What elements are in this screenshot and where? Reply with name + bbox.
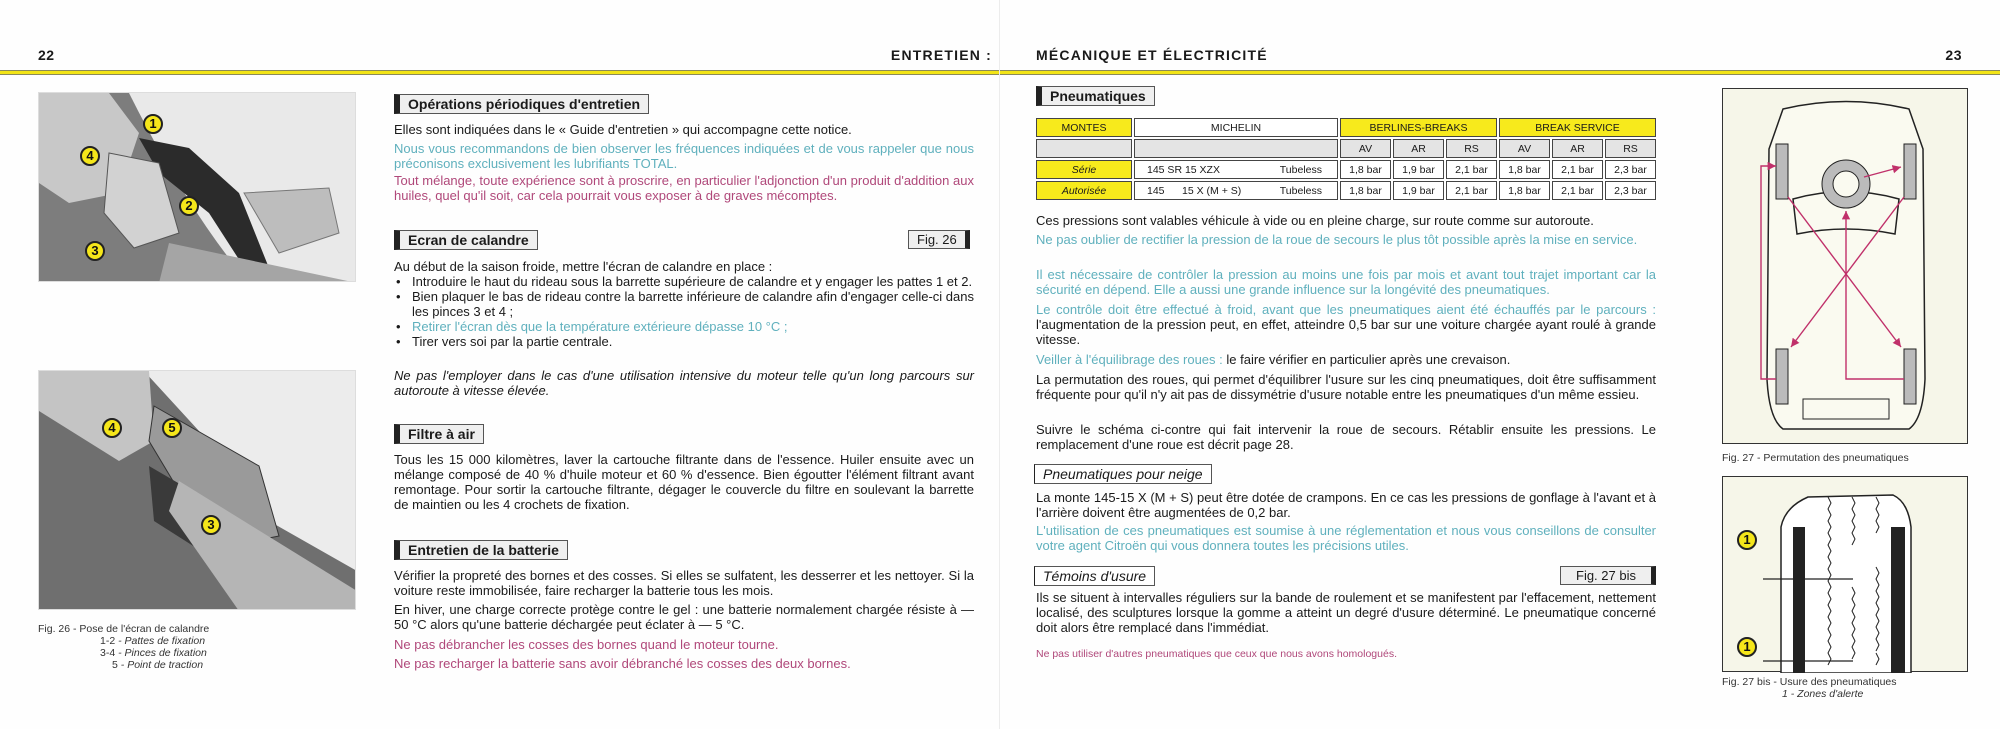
page-number: 23 (1945, 47, 1962, 63)
right-page (1000, 0, 2000, 729)
section-title-pneumatiques: Pneumatiques (1036, 86, 1155, 106)
filtre-p1: Tous les 15 000 kilomètres, laver la cartouche filtrante dans de l'essence. Huiler ensuite avec un mélange composé de 40 % d'huile moteur et 60 % d'essence. Bien égoutter l'élément filtrant avant remontage. Pour sortir la cartouche filtrante, dégager le couvercle du filtre en soulevant la barrette de maintien ou les 4 crochets de fixation. (394, 452, 974, 512)
photo-grille-screen-top (38, 92, 356, 282)
pneu-p4: Le contrôle doit être effectué à froid, avant que les pneumatiques aient été échauffés par le parcours : l'augmentation de la pression peut, en effet, atteindre 0,5 bar sur une voiture chargée ayant roulé à grande vitesse. (1036, 302, 1656, 347)
page-number: 22 (38, 47, 55, 63)
subheader-ar: AR (1552, 139, 1603, 158)
pressure-cell: 2,1 bar (1552, 160, 1603, 179)
pressure-cell: 1,9 bar (1393, 160, 1444, 179)
operations-p3: Tout mélange, toute expérience sont à proscrire, en particulier l'adjonction d'un produit d'addition aux huiles, quel qu'il soit, car cela pourrait vous exposer à de graves mécomptes. (394, 173, 974, 203)
callout-3: 3 (201, 515, 221, 535)
caption-title: Fig. 26 - Pose de l'écran de calandre (38, 623, 210, 635)
pneu-p2: Ne pas oublier de rectifier la pression de la roue de secours le plus tôt possible après la mise en service. (1036, 232, 1638, 247)
running-head: ENTRETIEN : (890, 47, 992, 63)
ecran-intro: Au début de la saison froide, mettre l'écran de calandre en place : (394, 259, 773, 274)
table-header-row (1036, 118, 1656, 137)
section-title-temoins: Témoins d'usure (1034, 566, 1155, 586)
header-michelin: MICHELIN (1134, 118, 1338, 137)
caption-item: 3-4 - Pinces de fixation (100, 647, 207, 659)
pressure-cell: 1,9 bar (1393, 181, 1444, 200)
section-title-ecran: Ecran de calandre (394, 230, 538, 250)
section-title-operations: Opérations périodiques d'entretien (394, 94, 649, 114)
fig-ref-26: Fig. 26 (908, 230, 970, 249)
caption-item: 1-2 - Pattes de fixation (100, 635, 206, 647)
callout-5: 5 (162, 418, 182, 438)
callout-1: 1 (143, 114, 163, 134)
pressure-cell: 2,1 bar (1446, 181, 1497, 200)
callout-1: 1 (1737, 637, 1757, 657)
header-berlines-breaks: BERLINES-BREAKS (1340, 118, 1497, 137)
bullet-item: • Tirer vers soi par la partie centrale. (394, 334, 974, 349)
temoins-p2: Ne pas utiliser d'autres pneumatiques que ceux que nous avons homologués. (1036, 648, 1397, 660)
operations-p2: Nous vous recommandons de bien observer les fréquences indiquées et de vous rappeler que nous préconisons exclusivement les lubrifiants TOTAL. (394, 141, 974, 171)
figure-27-caption: Fig. 27 - Permutation des pneumatiques (1722, 452, 1909, 464)
running-head: MÉCANIQUE ET ÉLECTRICITÉ (1036, 47, 1268, 63)
callout-1: 1 (1737, 530, 1757, 550)
operations-p1: Elles sont indiquées dans le « Guide d'entretien » qui accompagne cette notice. (394, 122, 852, 137)
bullet-item: • Bien plaquer le bas de rideau contre la barrette inférieure de calandre afin d'engager celle-ci dans les pinces 3 et 4 ; (394, 289, 974, 319)
subheader-rs: RS (1446, 139, 1497, 158)
subheader-av: AV (1499, 139, 1550, 158)
subheader-rs: RS (1605, 139, 1656, 158)
pneu-p5: Veiller à l'équilibrage des roues : le faire vérifier en particulier après une crevaison. (1036, 352, 1511, 367)
pressure-cell: 2,3 bar (1605, 160, 1656, 179)
neige-p2: L'utilisation de ces pneumatiques est soumise à une réglementation et nous vous conseillons de consulter votre agent Citroën qui vous donnera toutes les précisions utiles. (1036, 523, 1656, 553)
row-label: Autorisée (1036, 181, 1132, 200)
bullet-item: • Introduire le haut du rideau sous la barrette supérieure de calandre et y engager les pattes 1 et 2. (394, 274, 974, 289)
callout-4: 4 (80, 146, 100, 166)
pneu-p6: La permutation des roues, qui permet d'équilibrer l'usure sur les cinq pneumatiques, doit être suffisamment fréquente pour qu'il n'y ait pas de dissymétrie d'usure notable entre les pneumatiques d'un même essieu. (1036, 372, 1656, 402)
ecran-warning: Ne pas l'employer dans le cas d'une utilisation intensive du moteur telle qu'un long parcours sur autoroute à vitesse élevée. (394, 368, 974, 398)
tyre-wear-diagram (1722, 476, 1968, 672)
fig-ref-27bis: Fig. 27 bis (1560, 566, 1656, 585)
pressure-cell: 1,8 bar (1499, 181, 1550, 200)
pressure-cell: 2,1 bar (1446, 160, 1497, 179)
section-title-batterie: Entretien de la batterie (394, 540, 568, 560)
ecran-bullets (394, 274, 974, 349)
bullet-item: • Retirer l'écran dès que la température extérieure dépasse 10 °C ; (394, 319, 974, 334)
pressure-cell: 1,8 bar (1499, 160, 1550, 179)
header-rule (0, 70, 1000, 76)
callout-3: 3 (85, 241, 105, 261)
temoins-p1: Ils se situent à intervalles réguliers sur la bande de roulement et se manifestent par l'effacement, nettement localisé, des sculptures lorsque la gomme a atteint un degré d'usure déterminé. Le pneumatique concerné doit alors être remplacé dans l'immédiat. (1036, 590, 1656, 635)
photo-grille-screen-bottom (38, 370, 356, 610)
pneu-p1: Ces pressions sont valables véhicule à vide ou en pleine charge, sur route comme sur autoroute. (1036, 213, 1594, 228)
header-break-service: BREAK SERVICE (1499, 118, 1656, 137)
header-rule (1000, 70, 2000, 76)
figure-27bis-caption: Fig. 27 bis - Usure des pneumatiques 1 - Zones d'alerte (1722, 676, 1897, 700)
batterie-p3: Ne pas débrancher les cosses des bornes quand le moteur tourne. (394, 637, 779, 652)
batterie-p4: Ne pas recharger la batterie sans avoir débranché les cosses des deux bornes. (394, 656, 851, 671)
row-label: Série (1036, 160, 1132, 179)
callout-2: 2 (179, 196, 199, 216)
header-montes: MONTES (1036, 118, 1132, 137)
tyre-pressure-table (1034, 116, 1658, 202)
neige-p1: La monte 145-15 X (M + S) peut être dotée de crampons. En ce cas les pressions de gonflage à l'avant et à l'arrière doivent être augmentées de 0,2 bar. (1036, 490, 1656, 520)
table-row (1036, 181, 1656, 200)
pressure-cell: 2,1 bar (1552, 181, 1603, 200)
pneu-p7: Suivre le schéma ci-contre qui fait intervenir la roue de secours. Rétablir ensuite les pressions. Le remplacement d'une roue est décrit page 28. (1036, 422, 1656, 452)
tyre-permutation-diagram (1722, 88, 1968, 444)
figure-26-caption (38, 623, 358, 671)
tyre-spec: 145 SR 15 XZX Tubeless (1134, 160, 1338, 179)
subheader-av: AV (1340, 139, 1391, 158)
table-subheader-row (1036, 139, 1656, 158)
callout-4: 4 (102, 418, 122, 438)
tyre-spec: 145 15 X (M + S) Tubeless (1134, 181, 1338, 200)
batterie-p2: En hiver, une charge correcte protège contre le gel : une batterie normalement chargée résiste à — 50 °C alors qu'une batterie déchargée peut éclater à — 5 °C. (394, 602, 974, 632)
pneu-p3: Il est nécessaire de contrôler la pression au moins une fois par mois et avant tout trajet important car la sécurité en dépend. Elle a aussi une grande influence sur la longévité des pneumatiques. (1036, 267, 1656, 297)
section-title-neige: Pneumatiques pour neige (1034, 464, 1212, 484)
car-top-view-icon (1723, 89, 1969, 445)
table-row (1036, 160, 1656, 179)
batterie-p1: Vérifier la propreté des bornes et des cosses. Si elles se sulfatent, les desserrer et les nettoyer. Si la voiture reste immobilisée, faire recharger la batterie tous les mois. (394, 568, 974, 598)
pressure-cell: 2,3 bar (1605, 181, 1656, 200)
section-title-filtre: Filtre à air (394, 424, 484, 444)
pressure-cell: 1,8 bar (1340, 160, 1391, 179)
caption-item: 5 - Point de traction (112, 659, 204, 671)
pressure-cell: 1,8 bar (1340, 181, 1391, 200)
tyre-tread-icon (1723, 477, 1969, 673)
subheader-ar: AR (1393, 139, 1444, 158)
